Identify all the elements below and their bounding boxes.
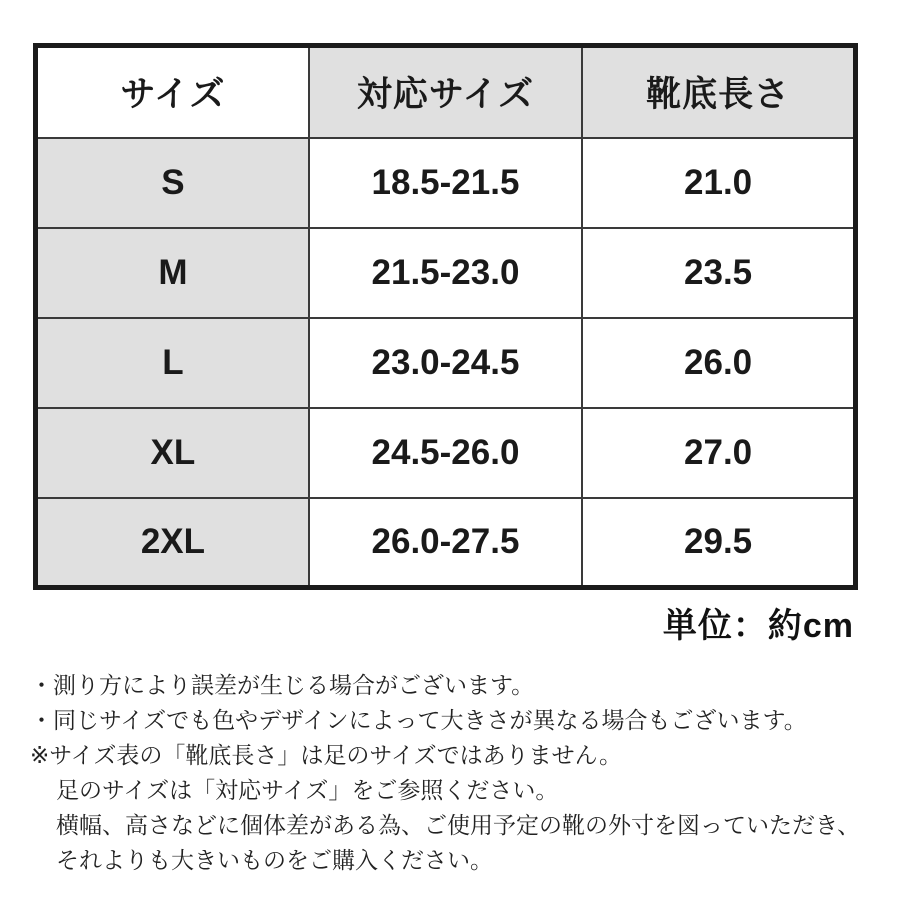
table-row <box>36 408 856 498</box>
cell-sole: 21.0 <box>582 138 855 228</box>
table-row <box>36 318 856 408</box>
header-fit-size: 対応サイズ <box>309 46 582 138</box>
cell-size: M <box>36 228 309 318</box>
table-row <box>36 498 856 588</box>
cell-size: 2XL <box>36 498 309 588</box>
table-row <box>36 138 856 228</box>
note-line: ※サイズ表の「靴底長さ」は足のサイズではありません。 <box>30 742 622 768</box>
cell-sole: 26.0 <box>582 318 855 408</box>
note-line: 足のサイズは「対応サイズ」をご参照ください。 <box>56 777 559 803</box>
size-chart-table <box>33 43 858 590</box>
cell-fit: 23.0-24.5 <box>309 318 582 408</box>
note-line: ・同じサイズでも色やデザインによって大きさが異なる場合もございます。 <box>30 707 807 733</box>
cell-sole: 27.0 <box>582 408 855 498</box>
note-line: それよりも大きいものをご購入ください。 <box>56 847 493 873</box>
note-line: 横幅、高さなどに個体差がある為、ご使用予定の靴の外寸を図っていただき、 <box>56 812 861 838</box>
cell-sole: 23.5 <box>582 228 855 318</box>
table-row <box>36 228 856 318</box>
cell-size: L <box>36 318 309 408</box>
cell-fit: 21.5-23.0 <box>309 228 582 318</box>
unit-label: 単位：約cm <box>662 607 854 645</box>
cell-fit: 18.5-21.5 <box>309 138 582 228</box>
cell-sole: 29.5 <box>582 498 855 588</box>
table-header-row <box>36 46 856 138</box>
header-sole-length: 靴底長さ <box>582 46 855 138</box>
cell-fit: 24.5-26.0 <box>309 408 582 498</box>
note-line: ・測り方により誤差が生じる場合がございます。 <box>30 672 535 698</box>
notes-block <box>30 668 890 878</box>
header-size: サイズ <box>36 46 309 138</box>
cell-fit: 26.0-27.5 <box>309 498 582 588</box>
cell-size: S <box>36 138 309 228</box>
cell-size: XL <box>36 408 309 498</box>
